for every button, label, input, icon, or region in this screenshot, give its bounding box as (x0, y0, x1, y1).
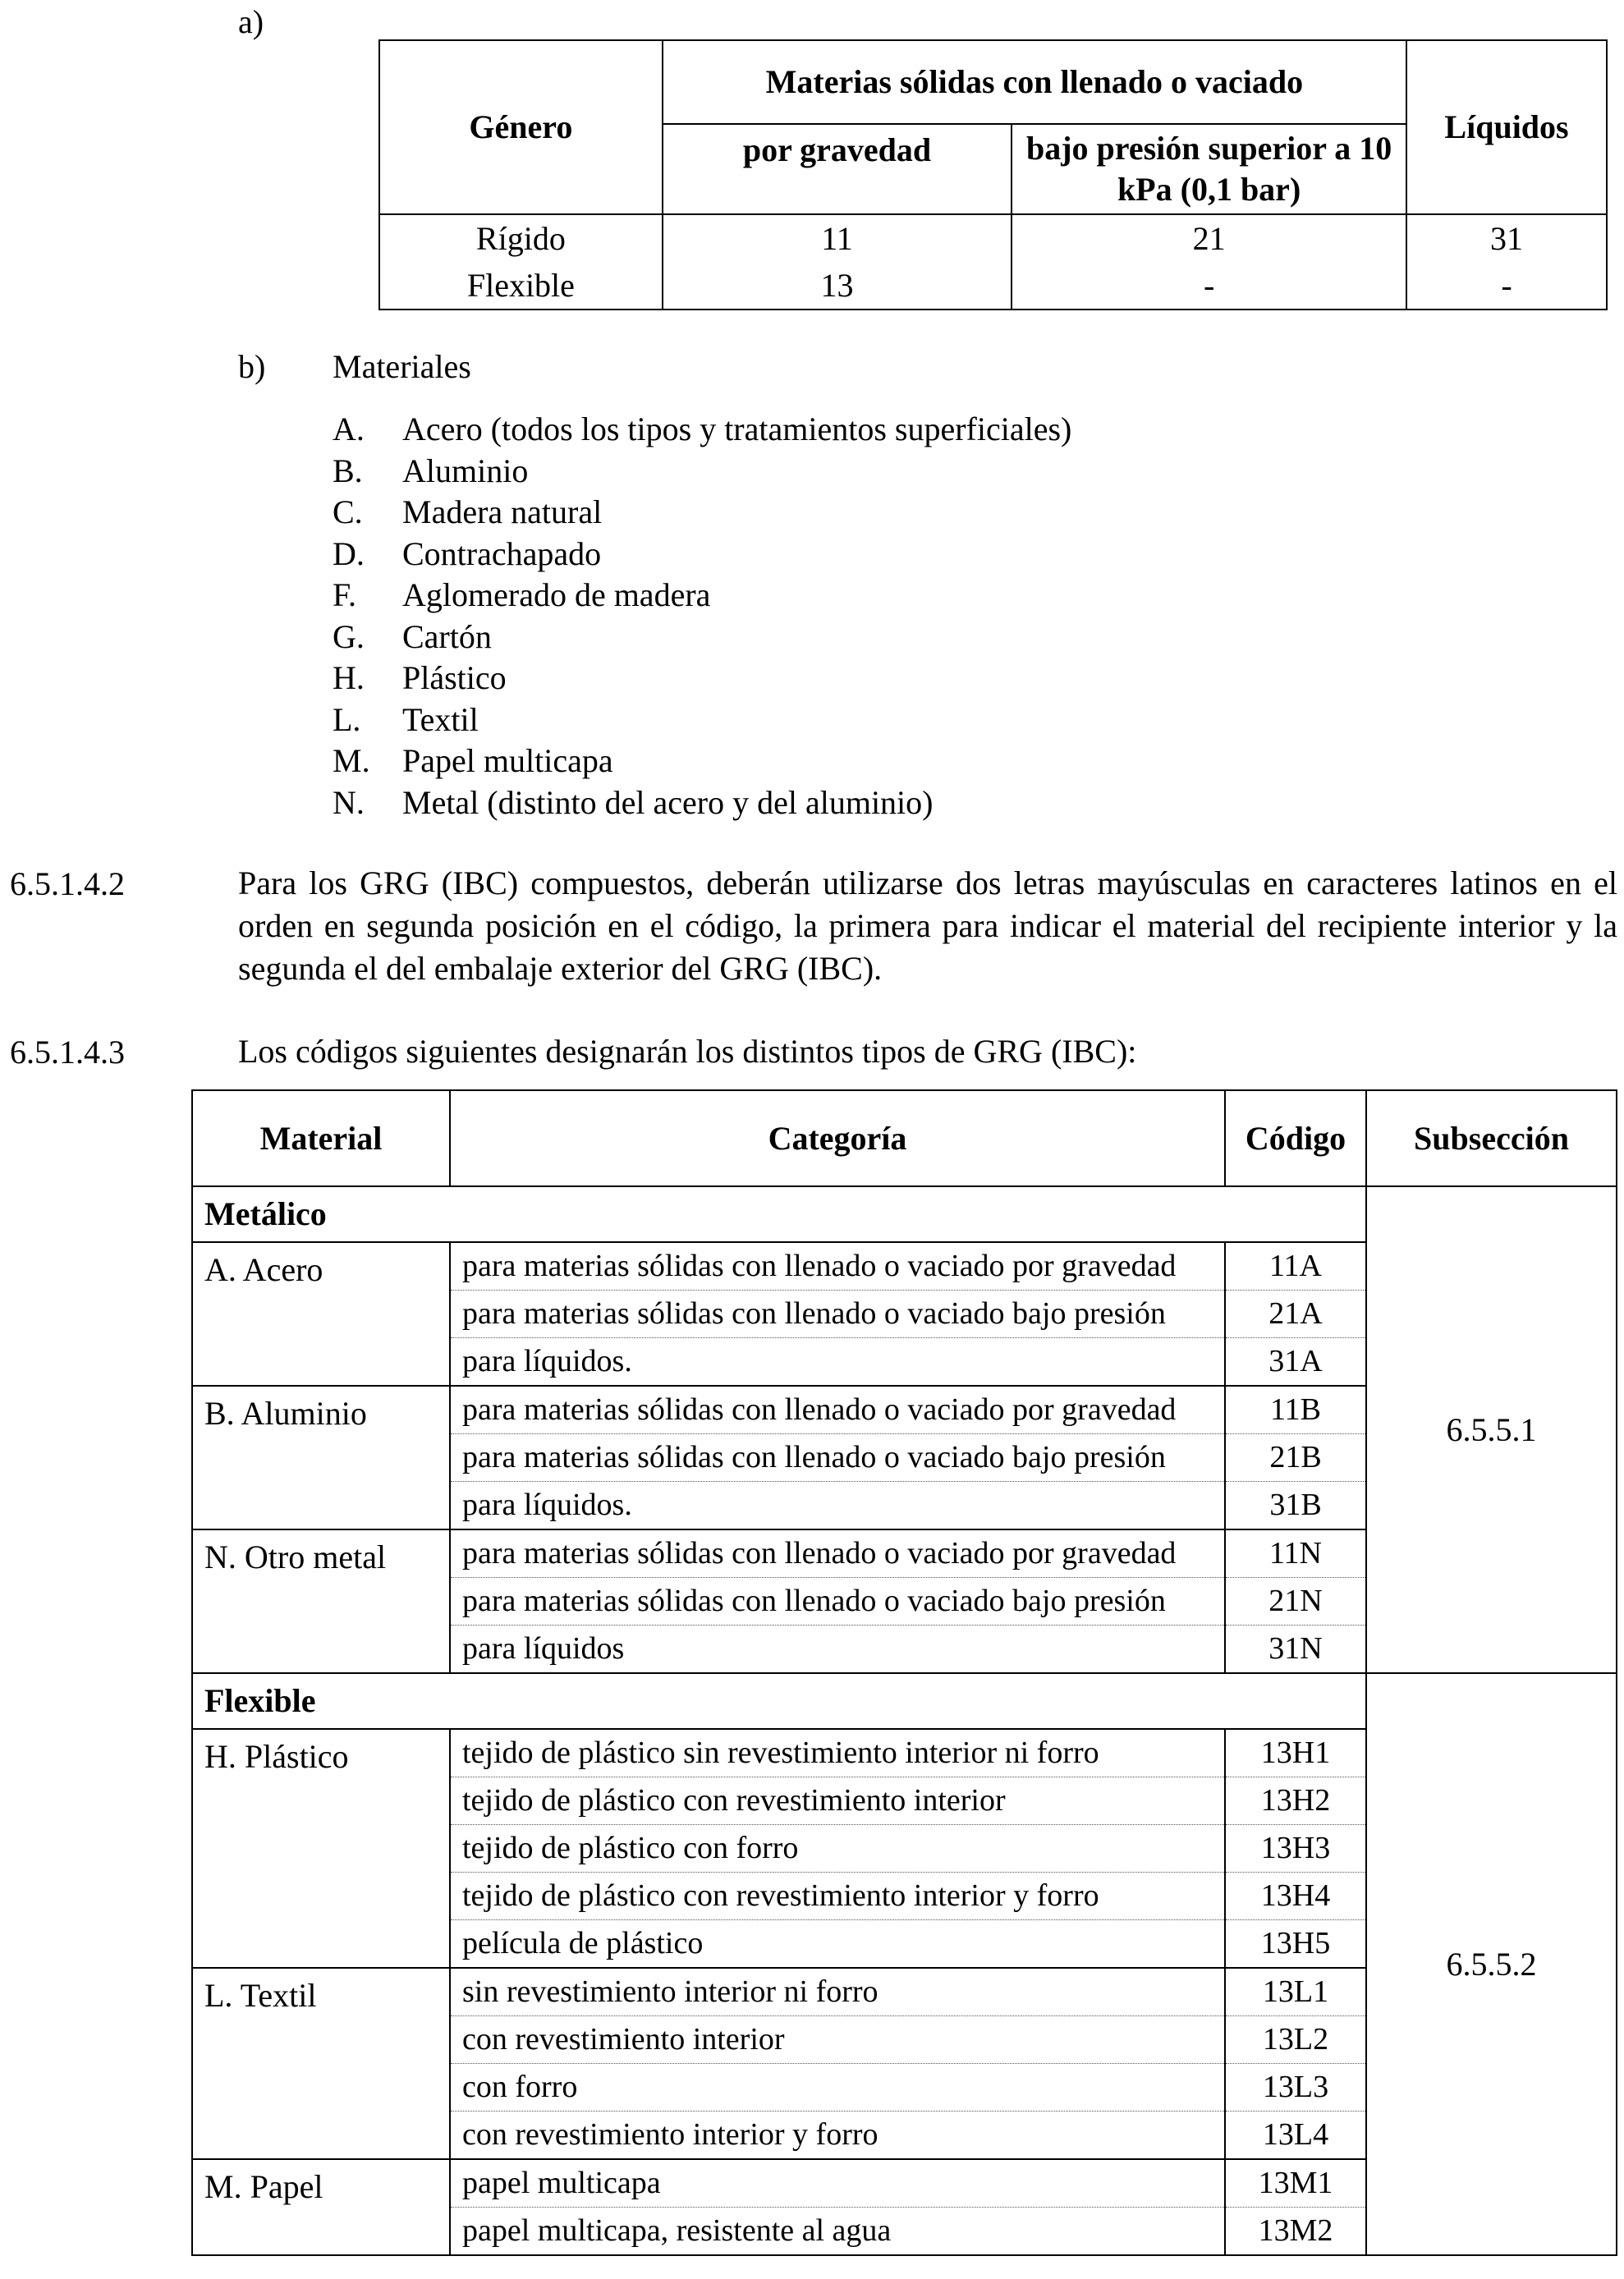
category-cell: para materias sólidas con llenado o vaciado por gravedad (450, 1529, 1225, 1578)
cell-genero: Flexible (379, 262, 663, 310)
list-item: L. Textil (333, 701, 479, 738)
cell-gravedad: 13 (663, 262, 1012, 310)
category-cell: tejido de plástico sin revestimiento interior ni forro (450, 1729, 1225, 1777)
header-genero: Género (379, 40, 663, 214)
code-cell: 11N (1225, 1529, 1366, 1578)
cell-liquidos: 31 (1406, 214, 1607, 262)
category-cell: con revestimiento interior y forro (450, 2112, 1225, 2160)
header-material: Material (192, 1090, 450, 1186)
list-item: D. Contrachapado (333, 535, 602, 572)
paragraph-text: Para los GRG (IBC) compuestos, deberán utilizarse dos letras mayúsculas en caracteres latinos en el orden en segunda posición en el código, la primera para indicar el material del recipiente interior y la segunda el del embalaje exterior del GRG (IBC). (238, 864, 1617, 987)
category-cell: para materias sólidas con llenado o vaciado por gravedad (450, 1242, 1225, 1291)
material-cell: L. Textil (192, 1968, 450, 2159)
code-cell: 13H5 (1225, 1920, 1366, 1969)
code-cell: 11B (1225, 1386, 1366, 1434)
header-presion: bajo presión superior a 10 kPa (0,1 bar) (1012, 124, 1406, 214)
list-item: M. Papel multicapa (333, 742, 613, 779)
code-cell: 13L1 (1225, 1968, 1366, 2016)
list-item: B. Aluminio (333, 452, 529, 489)
category-cell: para materias sólidas con llenado o vaciado bajo presión (450, 1291, 1225, 1338)
cell-presion: 21 (1012, 214, 1406, 262)
code-cell: 13H4 (1225, 1873, 1366, 1920)
header-codigo: Código (1225, 1090, 1366, 1186)
code-cell: 21A (1225, 1291, 1366, 1338)
section-title: Metálico (192, 1186, 1366, 1242)
table-row (379, 262, 1607, 310)
category-cell: papel multicapa (450, 2159, 1225, 2208)
list-item: G. Cartón (333, 618, 492, 655)
code-cell: 13H3 (1225, 1825, 1366, 1873)
material-cell: B. Aluminio (192, 1386, 450, 1529)
code-cell: 31B (1225, 1482, 1366, 1530)
code-cell: 11A (1225, 1242, 1366, 1291)
table-row (379, 214, 1607, 262)
category-cell: papel multicapa, resistente al agua (450, 2208, 1225, 2256)
genre-table (378, 39, 1608, 310)
ibc-table-header (192, 1090, 1617, 1186)
header-materias: Materias sólidas con llenado o vaciado (663, 40, 1406, 124)
category-cell: con forro (450, 2064, 1225, 2112)
material-cell: A. Acero (192, 1242, 450, 1386)
list-item: F. Aglomerado de madera (333, 576, 711, 613)
list-item: C. Madera natural (333, 493, 603, 530)
section-row-metalico (192, 1186, 1617, 1242)
code-cell: 13L2 (1225, 2016, 1366, 2064)
category-cell: tejido de plástico con revestimiento interior (450, 1777, 1225, 1825)
category-cell: tejido de plástico con revestimiento interior y forro (450, 1873, 1225, 1920)
category-cell: sin revestimiento interior ni forro (450, 1968, 1225, 2016)
code-cell: 21B (1225, 1434, 1366, 1482)
code-cell: 21N (1225, 1578, 1366, 1626)
code-cell: 13M2 (1225, 2208, 1366, 2256)
cell-genero: Rígido (379, 214, 663, 262)
code-cell: 31N (1225, 1626, 1366, 1674)
code-cell: 13M1 (1225, 2159, 1366, 2208)
section-b-title: Materiales (333, 348, 471, 385)
paragraph-number: 6.5.1.4.2 (10, 865, 125, 902)
code-cell: 31A (1225, 1338, 1366, 1387)
header-liquidos: Líquidos (1406, 40, 1607, 214)
code-cell: 13H1 (1225, 1729, 1366, 1777)
material-cell: M. Papel (192, 2159, 450, 2255)
category-cell: película de plástico (450, 1920, 1225, 1969)
cell-liquidos: - (1406, 262, 1607, 310)
header-gravedad: por gravedad (663, 124, 1012, 214)
category-cell: tejido de plástico con forro (450, 1825, 1225, 1873)
cell-presion: - (1012, 262, 1406, 310)
section-title: Flexible (192, 1673, 1366, 1729)
list-item: N. Metal (distinto del acero y del aluminio) (333, 784, 934, 821)
paragraph-number: 6.5.1.4.3 (10, 1034, 125, 1071)
section-row-flexible (192, 1673, 1617, 1729)
genre-table-header (379, 40, 1607, 124)
code-cell: 13L3 (1225, 2064, 1366, 2112)
subsection-cell: 6.5.5.1 (1366, 1186, 1617, 1673)
code-cell: 13H2 (1225, 1777, 1366, 1825)
category-cell: para líquidos. (450, 1482, 1225, 1530)
category-cell: para líquidos (450, 1626, 1225, 1674)
material-cell: N. Otro metal (192, 1529, 450, 1673)
category-cell: para materias sólidas con llenado o vaciado bajo presión (450, 1578, 1225, 1626)
category-cell: para materias sólidas con llenado o vaciado bajo presión (450, 1434, 1225, 1482)
list-item: H. Plástico (333, 659, 507, 696)
ibc-codes-table (191, 1089, 1617, 2256)
paragraph-text: Los códigos siguientes designarán los distintos tipos de GRG (IBC): (238, 1033, 1137, 1070)
section-a-label: a) (238, 3, 264, 40)
category-cell: para líquidos. (450, 1338, 1225, 1387)
list-item: A. Acero (todos los tipos y tratamientos superficiales) (333, 410, 1072, 447)
header-subseccion: Subsección (1366, 1090, 1617, 1186)
category-cell: para materias sólidas con llenado o vaciado por gravedad (450, 1386, 1225, 1434)
code-cell: 13L4 (1225, 2112, 1366, 2160)
material-cell: H. Plástico (192, 1729, 450, 1968)
section-b-label: b) (238, 348, 266, 385)
subsection-cell: 6.5.5.2 (1366, 1673, 1617, 2255)
header-categoria: Categoría (450, 1090, 1225, 1186)
cell-gravedad: 11 (663, 214, 1012, 262)
category-cell: con revestimiento interior (450, 2016, 1225, 2064)
